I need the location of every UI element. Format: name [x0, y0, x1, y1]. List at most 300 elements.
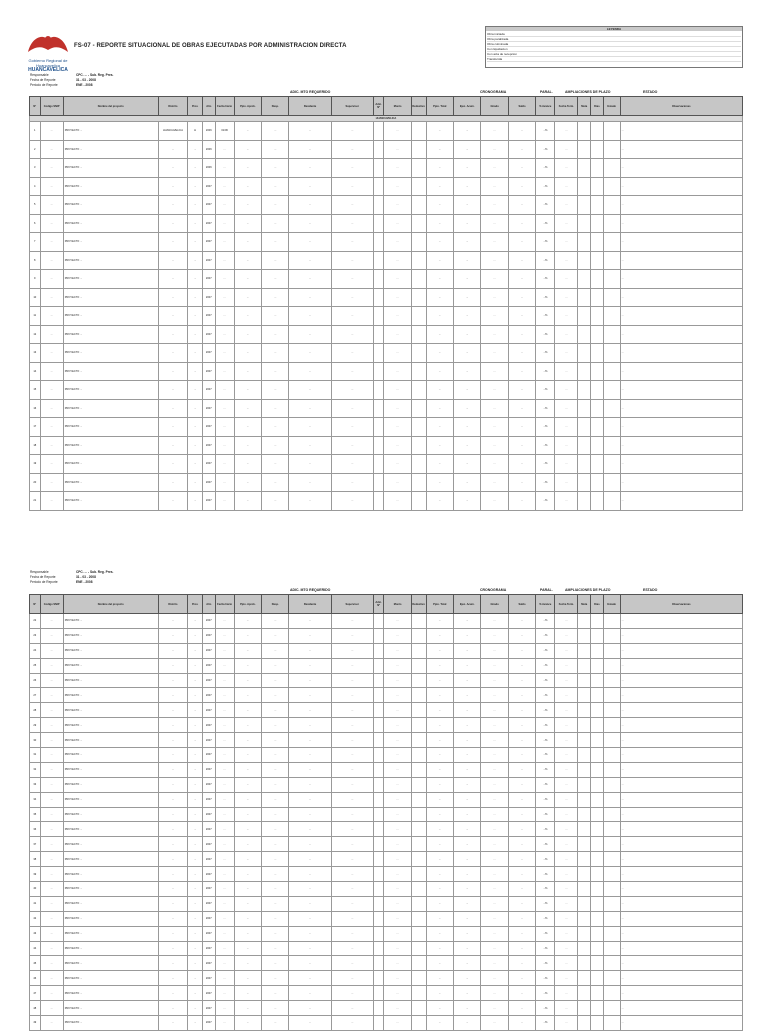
table-cell: ...	[555, 748, 578, 763]
table-cell	[411, 214, 426, 233]
table-cell: ...	[555, 986, 578, 1001]
table-cell	[411, 733, 426, 748]
table-cell	[373, 381, 384, 400]
table-cell: ...	[508, 122, 535, 141]
table-cell: ...	[384, 673, 411, 688]
table-cell	[411, 971, 426, 986]
meta-value: 31 - 03 - 2008	[76, 78, 96, 82]
table-cell: ...	[384, 941, 411, 956]
table-row	[30, 643, 743, 658]
table-cell: ...	[188, 325, 203, 344]
table-cell: ...	[453, 288, 480, 307]
table-row	[30, 703, 743, 718]
table-cell: ...	[508, 399, 535, 418]
table-cell: PROYECTO ...	[63, 658, 158, 673]
table-cell: ...	[158, 233, 188, 252]
table-cell	[603, 777, 620, 792]
table-cell: ...	[453, 673, 480, 688]
table-cell	[578, 956, 591, 971]
table-cell: ...	[158, 941, 188, 956]
table-cell	[411, 140, 426, 159]
table-cell: ...	[555, 882, 578, 897]
table-cell: ...	[188, 986, 203, 1001]
table-cell	[373, 941, 384, 956]
table-cell: ...	[620, 807, 742, 822]
table-cell: ...%	[536, 882, 555, 897]
table-cell: ...	[234, 688, 261, 703]
table-cell: ...	[384, 270, 411, 289]
table-cell	[591, 703, 604, 718]
table-cell: ...	[234, 362, 261, 381]
table-cell	[373, 436, 384, 455]
table-cell	[373, 159, 384, 178]
table-cell: ...	[426, 288, 453, 307]
table-row	[30, 1001, 743, 1016]
table-cell: ...	[508, 270, 535, 289]
table-cell: ...	[508, 926, 535, 941]
table-cell: ...	[620, 614, 742, 629]
table-cell: ...	[215, 718, 234, 733]
report-meta	[30, 73, 113, 88]
table-cell: ...	[40, 718, 63, 733]
table-cell: ...	[555, 822, 578, 837]
table-cell: ...	[384, 362, 411, 381]
table-cell: ...	[40, 455, 63, 474]
table-cell	[603, 288, 620, 307]
table-cell	[373, 177, 384, 196]
table-cell: ...%	[536, 911, 555, 926]
table-cell: PROYECTO ...	[63, 956, 158, 971]
column-header: Adic. Nº	[373, 97, 384, 116]
table-cell: ...	[453, 381, 480, 400]
table-cell: 2007	[202, 748, 215, 763]
report-page-2	[0, 515, 768, 1025]
table-cell: ...	[234, 792, 261, 807]
table-cell: 2006	[202, 122, 215, 141]
table-cell: ...	[426, 852, 453, 867]
table-cell: PROYECTO ...	[63, 718, 158, 733]
table-cell	[578, 288, 591, 307]
table-cell	[373, 971, 384, 986]
table-cell: ...	[289, 307, 331, 326]
column-header: Codigo SNIP	[40, 595, 63, 614]
table-cell: ...	[453, 399, 480, 418]
column-header: % Avance	[536, 97, 555, 116]
table-cell: ...%	[536, 941, 555, 956]
table-cell: ...	[384, 643, 411, 658]
table-cell: 2007	[202, 436, 215, 455]
column-header: Deductivo	[411, 595, 426, 614]
table-cell: ...	[158, 325, 188, 344]
table-cell: 45	[30, 956, 41, 971]
table-cell	[578, 882, 591, 897]
table-cell: ...	[384, 822, 411, 837]
table-cell	[591, 251, 604, 270]
table-cell: ...	[555, 214, 578, 233]
table-cell: ...	[188, 971, 203, 986]
table-cell: 19	[30, 455, 41, 474]
table-cell: ...	[453, 455, 480, 474]
table-cell: ...	[426, 867, 453, 882]
table-cell	[411, 673, 426, 688]
table-cell: 2007	[202, 288, 215, 307]
table-cell: ...	[453, 196, 480, 215]
table-cell: ...	[289, 867, 331, 882]
table-cell	[373, 418, 384, 437]
table-cell: H	[188, 122, 203, 141]
table-row	[30, 399, 743, 418]
table-cell: ...	[453, 1016, 480, 1031]
table-cell: ...%	[536, 196, 555, 215]
table-cell: ...	[215, 270, 234, 289]
table-cell: ...	[384, 852, 411, 867]
table-cell: ...	[331, 852, 373, 867]
table-cell: ...	[508, 658, 535, 673]
table-cell: ...	[215, 251, 234, 270]
table-cell: ...	[481, 673, 508, 688]
table-cell: ...	[215, 807, 234, 822]
legend-row: Con acta de recepcion	[487, 52, 741, 57]
table-cell: ...	[384, 418, 411, 437]
table-cell: ...	[508, 233, 535, 252]
table-cell	[578, 792, 591, 807]
table-cell: ...	[158, 762, 188, 777]
table-cell: ...	[262, 251, 289, 270]
table-cell: ...	[188, 911, 203, 926]
table-cell: ...	[234, 122, 261, 141]
table-cell: HUANCAVELICA	[158, 122, 188, 141]
table-cell: ...	[158, 473, 188, 492]
table-cell: ...	[158, 196, 188, 215]
table-cell: ...	[188, 733, 203, 748]
table-cell: ...	[262, 214, 289, 233]
meta-label: Responsable	[30, 73, 49, 77]
column-header: Saldo	[508, 97, 535, 116]
table-cell: ...	[40, 733, 63, 748]
table-cell: ...	[508, 852, 535, 867]
table-cell: ...	[453, 852, 480, 867]
group-header-avance: ADIC. MTO REQUERIDO	[290, 90, 331, 94]
table-row	[30, 196, 743, 215]
table-cell: ...	[40, 122, 63, 141]
table-cell: ...	[453, 214, 480, 233]
table-cell: ...%	[536, 718, 555, 733]
column-header: Saldo	[508, 595, 535, 614]
table-cell: ...	[234, 399, 261, 418]
table-cell	[578, 896, 591, 911]
table-cell: ...%	[536, 971, 555, 986]
table-cell: ...	[508, 971, 535, 986]
group-header-avance: ADIC. MTO REQUERIDO	[290, 588, 331, 592]
table-cell: 2007	[202, 852, 215, 867]
table-cell	[373, 896, 384, 911]
table-cell: ...	[555, 233, 578, 252]
table-cell: ...	[555, 628, 578, 643]
table-cell	[411, 867, 426, 882]
table-cell: ...	[331, 643, 373, 658]
table-cell	[373, 837, 384, 852]
table-cell	[591, 436, 604, 455]
table-cell: ...	[262, 325, 289, 344]
table-cell	[373, 718, 384, 733]
table-cell: ...	[331, 307, 373, 326]
table-cell	[603, 956, 620, 971]
table-cell: ...	[384, 1001, 411, 1016]
table-cell: ...	[453, 792, 480, 807]
table-row	[30, 614, 743, 629]
table-cell	[591, 748, 604, 763]
table-cell: ...	[331, 140, 373, 159]
table-cell: ...	[620, 418, 742, 437]
table-cell: ...	[331, 251, 373, 270]
table-cell	[578, 473, 591, 492]
table-cell: ...	[453, 748, 480, 763]
table-cell: ...	[508, 159, 535, 178]
column-header: Ejec. Acum.	[453, 595, 480, 614]
table-cell: ...	[426, 837, 453, 852]
table-cell: ...	[620, 762, 742, 777]
table-cell: PROYECTO ...	[63, 911, 158, 926]
table-cell: ...	[384, 896, 411, 911]
table-cell: ...	[555, 122, 578, 141]
table-cell: ...	[426, 381, 453, 400]
report-title: FS-07 - REPORTE SITUACIONAL DE OBRAS EJECUTADAS POR ADMINISTRACION DIRECTA	[74, 43, 347, 49]
table-cell: 2007	[202, 399, 215, 418]
table-cell: ...%	[536, 122, 555, 141]
table-cell	[603, 941, 620, 956]
table-cell: ...	[262, 807, 289, 822]
table-cell: ...	[453, 122, 480, 141]
table-cell	[578, 777, 591, 792]
table-cell: ...	[215, 986, 234, 1001]
table-cell: ...	[331, 926, 373, 941]
table-cell: ...	[188, 233, 203, 252]
table-cell: ...	[453, 270, 480, 289]
table-cell: ...%	[536, 381, 555, 400]
table-cell: ...%	[536, 896, 555, 911]
table-cell: 2007	[202, 658, 215, 673]
table-cell	[578, 926, 591, 941]
table-cell: ...	[508, 177, 535, 196]
table-row	[30, 762, 743, 777]
table-cell: ...	[289, 777, 331, 792]
table-cell	[411, 344, 426, 363]
table-cell: 20	[30, 473, 41, 492]
table-cell	[411, 718, 426, 733]
table-cell: ...	[453, 614, 480, 629]
table-cell: ...	[234, 926, 261, 941]
table-cell	[603, 418, 620, 437]
table-cell: 2007	[202, 473, 215, 492]
table-cell: ...%	[536, 233, 555, 252]
table-cell	[591, 882, 604, 897]
table-cell: ...	[262, 1016, 289, 1031]
table-cell	[411, 436, 426, 455]
table-cell: ...	[426, 140, 453, 159]
table-cell	[603, 270, 620, 289]
table-cell	[411, 911, 426, 926]
table-cell: ...	[620, 688, 742, 703]
column-header: Observaciones	[620, 97, 742, 116]
table-cell: ...	[384, 658, 411, 673]
table-cell: ...	[384, 233, 411, 252]
table-cell: ...	[453, 177, 480, 196]
table-cell: ...	[234, 882, 261, 897]
table-cell: ...	[188, 307, 203, 326]
logo-emblem-icon	[22, 30, 74, 58]
table-cell: ...	[331, 436, 373, 455]
table-cell: ...	[453, 658, 480, 673]
table-cell: ...	[453, 473, 480, 492]
table-cell: PROYECTO ...	[63, 896, 158, 911]
table-cell: ...	[234, 896, 261, 911]
table-cell: PROYECTO ...	[63, 777, 158, 792]
table-cell: ...	[158, 852, 188, 867]
table-cell: 2007	[202, 837, 215, 852]
table-cell: ...	[40, 837, 63, 852]
table-cell: 2007	[202, 718, 215, 733]
table-cell: ...	[426, 473, 453, 492]
table-cell	[373, 867, 384, 882]
table-cell: ...	[426, 362, 453, 381]
table-cell: ...	[331, 673, 373, 688]
table-cell: ...%	[536, 1016, 555, 1031]
table-cell: ...	[508, 777, 535, 792]
table-cell: ...%	[536, 792, 555, 807]
table-cell: ...	[289, 896, 331, 911]
table-cell: ...	[158, 718, 188, 733]
table-cell: ...	[215, 792, 234, 807]
table-cell: ...%	[536, 492, 555, 511]
table-cell: ...	[215, 822, 234, 837]
table-cell: ...	[620, 381, 742, 400]
table-cell: ...	[620, 718, 742, 733]
table-cell	[411, 852, 426, 867]
group-header-ampliaciones: AMPLIACIONES DE PLAZO	[565, 588, 611, 592]
table-cell: ...	[620, 140, 742, 159]
table-cell: ...	[289, 882, 331, 897]
table-cell: ...	[426, 455, 453, 474]
table-cell	[373, 399, 384, 418]
table-cell	[603, 688, 620, 703]
table-cell: ...	[620, 852, 742, 867]
table-cell	[578, 733, 591, 748]
table-cell: PROYECTO ...	[63, 288, 158, 307]
table-cell: 2007	[202, 688, 215, 703]
table-cell: ...	[555, 381, 578, 400]
table-cell: ...	[188, 658, 203, 673]
table-row	[30, 658, 743, 673]
table-cell	[591, 628, 604, 643]
meta-value: CPC. ... - Sub. Reg. Pres.	[76, 570, 114, 574]
table-cell	[603, 307, 620, 326]
table-cell	[373, 926, 384, 941]
table-cell: ...	[215, 381, 234, 400]
table-cell: ...	[481, 822, 508, 837]
table-cell: ...	[384, 718, 411, 733]
table-cell: ...	[158, 926, 188, 941]
group-header-paralizado: PARAL.	[540, 90, 553, 94]
table-cell: ...	[234, 307, 261, 326]
table-row	[30, 214, 743, 233]
table-cell	[411, 270, 426, 289]
table-cell	[591, 399, 604, 418]
table-cell: ...	[453, 344, 480, 363]
table-cell: PROYECTO ...	[63, 418, 158, 437]
table-cell	[578, 140, 591, 159]
table-cell: ...	[453, 911, 480, 926]
table-cell: 37	[30, 837, 41, 852]
table-cell: ...	[215, 882, 234, 897]
table-cell: ...	[289, 762, 331, 777]
table-cell: ...	[40, 177, 63, 196]
table-cell: ...	[215, 867, 234, 882]
table-cell	[373, 673, 384, 688]
table-cell	[373, 986, 384, 1001]
column-header: Monto	[384, 97, 411, 116]
table-row	[30, 777, 743, 792]
table-cell: ...	[426, 399, 453, 418]
table-cell: ...	[234, 911, 261, 926]
table-cell	[578, 852, 591, 867]
table-cell: ...	[40, 233, 63, 252]
table-cell: ...	[289, 288, 331, 307]
table-cell: ...	[40, 792, 63, 807]
table-cell: ...	[262, 381, 289, 400]
table-cell: ...	[331, 628, 373, 643]
table-cell: ...	[453, 762, 480, 777]
table-cell: ...	[331, 718, 373, 733]
table-cell: ...	[508, 762, 535, 777]
table-cell: 43	[30, 926, 41, 941]
table-cell: ...	[331, 492, 373, 511]
table-cell: PROYECTO ...	[63, 122, 158, 141]
table-cell: ...%	[536, 986, 555, 1001]
table-cell: PROYECTO ...	[63, 941, 158, 956]
table-cell: ...	[555, 792, 578, 807]
table-cell	[603, 344, 620, 363]
table-cell: 2007	[202, 643, 215, 658]
table-cell: ...	[188, 703, 203, 718]
table-cell: 5	[30, 196, 41, 215]
table-cell: ...	[331, 381, 373, 400]
group-header-estado: ESTADO	[643, 588, 658, 592]
table-cell: ...	[555, 270, 578, 289]
table-cell: ...	[40, 882, 63, 897]
column-header: Dias	[591, 595, 604, 614]
table-cell	[578, 911, 591, 926]
table-row	[30, 159, 743, 178]
table-cell: 2007	[202, 492, 215, 511]
column-header: Meta	[578, 97, 591, 116]
table-cell: ...	[262, 941, 289, 956]
table-row	[30, 941, 743, 956]
table-row	[30, 288, 743, 307]
table-cell: ...	[262, 270, 289, 289]
table-cell: ...	[508, 214, 535, 233]
table-cell: ...	[453, 251, 480, 270]
column-header: Fecha Term.	[555, 97, 578, 116]
column-header: N°	[30, 97, 41, 116]
table-header-row	[30, 595, 743, 614]
table-cell: ...	[508, 822, 535, 837]
table-cell: ...	[508, 418, 535, 437]
table-cell	[411, 251, 426, 270]
table-cell: ...	[188, 362, 203, 381]
meta-label: Fecha de Reporte	[30, 575, 56, 579]
table-cell	[591, 926, 604, 941]
table-cell: ...%	[536, 159, 555, 178]
